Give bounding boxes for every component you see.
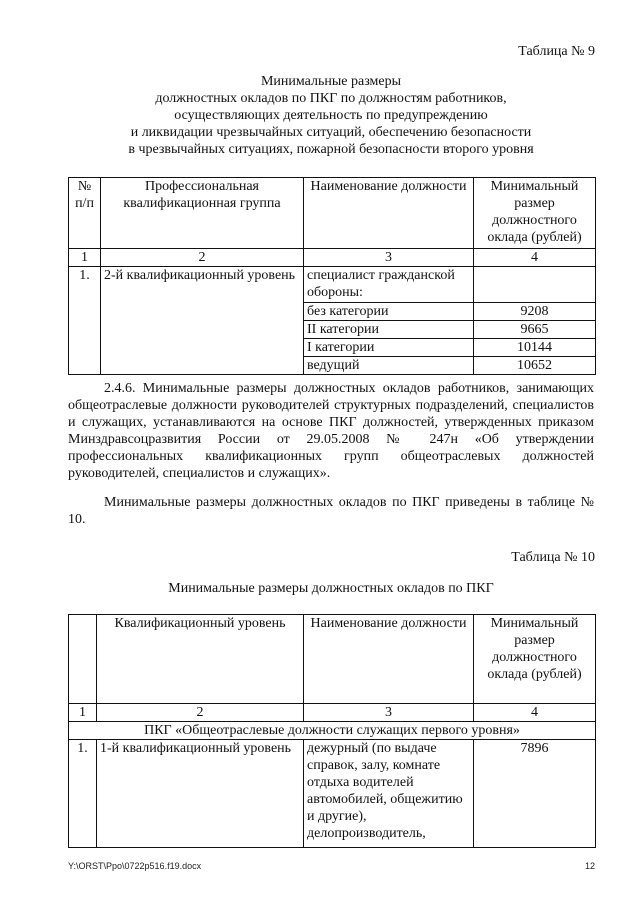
salary-value: 10144 xyxy=(474,339,596,357)
col-number: 3 xyxy=(304,249,474,267)
salary-value: 9665 xyxy=(474,321,596,339)
table-header-row xyxy=(69,178,596,249)
paragraph-2-4-6: 2.4.6. Минимальные размеры должностных окладов работников, занимающих общеотраслевые должности руководителей структурных подразделений, специалистов и служащих, устанавливаются на основе ПКГ должностей, утвержденных приказом Минздравсоцразвития России от 29.05.2008 № 247н «Об утверждении профессиональных квалификационных групп общеотраслевых должностей руководителей, специалистов и служащих». xyxy=(68,381,594,481)
header-position: Наименование должности xyxy=(304,178,474,249)
col-number: 1 xyxy=(69,704,97,722)
section-row xyxy=(69,722,596,740)
header-position: Наименование должности xyxy=(304,615,474,704)
position-name: ведущий xyxy=(304,357,474,375)
row-group: 2-й квалификационный уровень xyxy=(101,267,304,375)
footer-file-path: Y:\ORST\Ppo\0722p516.f19.docx xyxy=(68,861,202,871)
section-title: ПКГ «Общеотраслевые должности служащих первого уровня» xyxy=(69,722,596,740)
header-salary: Минимальный размер должностного оклада (рублей) xyxy=(474,615,596,704)
table9 xyxy=(68,177,596,375)
header-num: № п/п xyxy=(69,178,101,249)
row-position: дежурный (по выдаче справок, залу, комнате отдыха водителей автомобилей, общежитию и другие), делопроизводитель, xyxy=(304,740,474,848)
col-number: 2 xyxy=(101,249,304,267)
col-number: 2 xyxy=(97,704,304,722)
table-row xyxy=(69,740,596,848)
col-number: 3 xyxy=(304,704,474,722)
title-line: Минимальные размеры xyxy=(260,74,402,89)
table10-label: Таблица № 10 xyxy=(511,550,595,565)
row-num: 1. xyxy=(69,740,97,848)
col-number: 1 xyxy=(69,249,101,267)
title-line: в чрезвычайных ситуациях, пожарной безопасности второго уровня xyxy=(128,142,534,157)
title-line: должностных окладов по ПКГ по должностям работников, xyxy=(155,91,507,106)
page-number: 12 xyxy=(584,861,595,871)
header-level: Квалификационный уровень xyxy=(97,615,304,704)
salary-value: 10652 xyxy=(474,357,596,375)
header-salary: Минимальный размер должностного оклада (рублей) xyxy=(474,178,596,249)
position-name: II категории xyxy=(304,321,474,339)
row-level: 1-й квалификационный уровень xyxy=(97,740,304,848)
row-salary: 7896 xyxy=(474,740,596,848)
header-group: Профессиональная квалификационная группа xyxy=(101,178,304,249)
header-num xyxy=(69,615,97,704)
table-row xyxy=(69,267,596,303)
salary-value: 9208 xyxy=(474,303,596,321)
table10-title: Минимальные размеры должностных окладов по ПКГ xyxy=(168,581,494,596)
position-name: I категории xyxy=(304,339,474,357)
row-num: 1. xyxy=(69,267,101,375)
table9-label: Таблица № 9 xyxy=(518,44,595,59)
column-number-row xyxy=(69,704,596,722)
table-header-row xyxy=(69,615,596,704)
column-number-row xyxy=(69,249,596,267)
col-number: 4 xyxy=(474,249,596,267)
row-salary-empty xyxy=(474,267,596,303)
position-name: без категории xyxy=(304,303,474,321)
paragraph-table-ref: Минимальные размеры должностных окладов по ПКГ приведены в таблице № 10. xyxy=(68,495,594,527)
title-line: осуществляющих деятельность по предупреждению xyxy=(174,108,488,123)
col-number: 4 xyxy=(474,704,596,722)
row-position-header: специалист гражданской обороны: xyxy=(304,267,474,303)
title-line: и ликвидации чрезвычайных ситуаций, обеспечению безопасности xyxy=(130,125,532,140)
table9-title xyxy=(68,73,594,158)
table10 xyxy=(68,614,596,848)
